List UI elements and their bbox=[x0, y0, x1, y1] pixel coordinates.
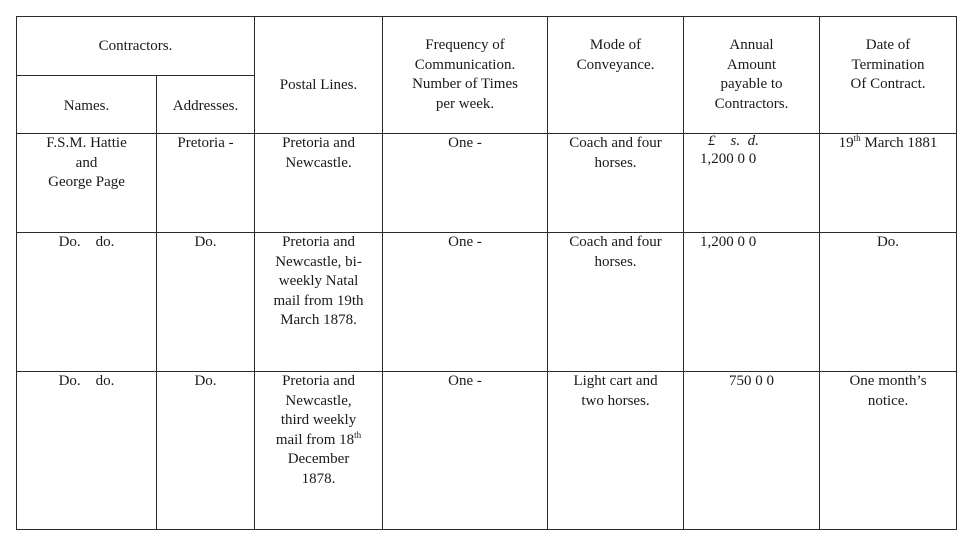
mode-of-conveyance: Coach and four horses. bbox=[548, 233, 684, 372]
frequency: One - bbox=[383, 233, 548, 372]
contractor-names: F.S.M. Hattie and George Page bbox=[17, 134, 157, 233]
mode-header: Mode of Conveyance. bbox=[548, 17, 684, 134]
frequency: One - bbox=[383, 134, 548, 233]
addresses-header: Addresses. bbox=[157, 76, 255, 134]
contractor-address: Do. bbox=[157, 372, 255, 530]
currency-header: £ s. d. bbox=[708, 133, 759, 149]
contractors-header: Contractors. bbox=[17, 17, 255, 76]
table-row bbox=[17, 233, 957, 372]
annual-amount: 750 0 0 bbox=[684, 372, 820, 530]
postal-lines: Pretoria and Newcastle, third weekly mail from 18th December 1878. bbox=[255, 372, 383, 530]
contractor-address: Pretoria - bbox=[157, 134, 255, 233]
header-row-top bbox=[17, 17, 957, 76]
termination-date: Do. bbox=[820, 233, 957, 372]
names-header: Names. bbox=[17, 76, 157, 134]
amount-header: Annual Amount payable to Contractors. bbox=[684, 17, 820, 134]
mode-of-conveyance: Light cart and two horses. bbox=[548, 372, 684, 530]
table-row bbox=[17, 372, 957, 530]
mode-of-conveyance: Coach and four horses. bbox=[548, 134, 684, 233]
frequency-header: Frequency of Communication. Number of Times per week. bbox=[383, 17, 548, 134]
termination-date: One month’s notice. bbox=[820, 372, 957, 530]
frequency: One - bbox=[383, 372, 548, 530]
postal-lines: Pretoria and Newcastle, bi- weekly Natal mail from 19th March 1878. bbox=[255, 233, 383, 372]
termination-date: 19th March 1881 bbox=[820, 134, 957, 233]
annual-amount: £ s. d. 1,200 0 0 bbox=[684, 134, 820, 233]
contractor-address: Do. bbox=[157, 233, 255, 372]
annual-amount: 1,200 0 0 bbox=[684, 233, 820, 372]
postal-lines-header: Postal Lines. bbox=[255, 17, 383, 134]
contracts-table bbox=[16, 16, 957, 530]
contractor-names: Do. do. bbox=[17, 372, 157, 530]
termination-header: Date of Termination Of Contract. bbox=[820, 17, 957, 134]
postal-lines: Pretoria and Newcastle. bbox=[255, 134, 383, 233]
contractor-names: Do. do. bbox=[17, 233, 157, 372]
table-row bbox=[17, 134, 957, 233]
